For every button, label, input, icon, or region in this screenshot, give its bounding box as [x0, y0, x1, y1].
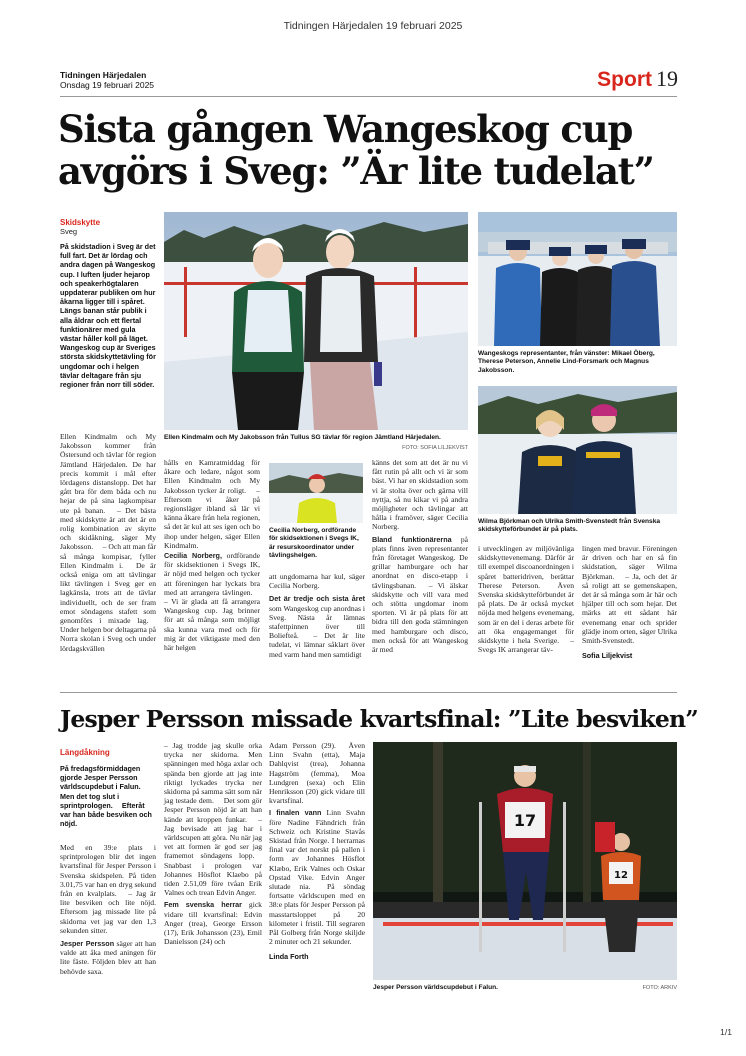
- article-divider: [60, 692, 677, 693]
- article1-kicker: Skidskytte: [60, 218, 101, 227]
- article2-col3-lead: I finalen vann: [269, 808, 322, 818]
- article2-col1-text: Med en 39:e plats i sprintprologen blir det ingen kvartsfinal för Jesper Persson i Svenska skidspelen. På tiden 3.01,75 var han en dryg sekund från en kvalplats. – Jag är lite besviken och lite nöjd. Eftersom jag missade lite på skidorna vet jag var den 1,3 sekunden sitter.: [60, 843, 156, 935]
- bib-number-back: 12: [614, 870, 628, 881]
- article2-ingress: På fredagsförmiddagen gjorde Jesper Persson världscupdebut i Falun. Men det tog slut i sprintprologen. Efteråt var han både besviken och nöjd.: [60, 764, 152, 829]
- article1-col3: [269, 572, 365, 659]
- sprint-photo-caption: Jesper Persson världscupdebut i Falun.: [373, 984, 498, 991]
- article1-intro: [60, 218, 156, 389]
- article1-col2-text: hålls en Kamratmiddag för åkare och ledare, något som Ellen Kindmalm och My Jakobsson tycker är roligt. – Eftersom vi åker på regionsläger ibland så lär vi känna åkare från hela regionen, så det är kul att ses igen och bo ihop under helgen, säger Ellen Kindmalm.: [164, 458, 260, 550]
- article1-col3-lead: Det är tredje och sista året: [269, 594, 365, 604]
- article2-col1-body: säger att han valde att åka med aningen för lite fäste. Följden blev att han behövde saxa.: [60, 939, 156, 976]
- article1-col5: i utvecklingen av miljövänliga skidskyttevenemang. Därför är till exempel discoanordningen i spåret batteridriven, berättar Therese Peterson. Även Svenska skidskytteförbundet är på plats. De är också mycket nöjda med helgens evenemang, som är en del i deras arbete för att öka engagemanget för skidskytte i hela Sverige. – Svegs IK arrangerar täv-: [478, 544, 574, 655]
- portrait-photo-illustration: [269, 463, 363, 523]
- duo-photo-caption: Wilma Björkman och Ulrika Smith-Svenstedt från Svenska skidskytteförbundet är på plats.: [478, 518, 661, 534]
- article1-col1: Ellen Kindmalm och My Jakobsson kommer från Östersund och tävlar för region Jämtland Härjedalen. De har precis kommit i mål efter lördagens distanslopp. Det har gått bra för dem båda och nu hejar de på sina lagkompisar ute på banan. – Det bästa med skidskytte är att det är en rolig kombination av skytte och skidåkning, säger My Jakobsson. – Och att man får så många kompisar, fyller Ellen Kindmalm i. De är också eniga om att tävlingar likt tävlingen i Sveg ger en lagkänsla, trots att de tävlar individuellt, och de ser fram emot söndagens stafett som genomförs i mixade lag. Under helgen bor deltagarna på Norra skolan i Sveg och under lördagskvällen: [60, 432, 156, 653]
- paper-name: Tidningen Härjedalen: [60, 70, 147, 80]
- article1-col4-text: känns det som att det är nu vi fått rutin på allt och vi är som bäst. Vi har en skidstadion som vi är stolta över och gärna vill nyttja, så nu kikar vi på andra möjligheter och tävlingar att hålla i framöver, säger Cecilia Norberg.: [372, 458, 468, 532]
- article2-col2-lead: Fem svenska herrar: [164, 900, 242, 910]
- article1-byline: Sofia Liljekvist: [582, 651, 633, 661]
- article1-col4: [372, 458, 468, 654]
- article1-col2-lead: Cecilia Norberg,: [164, 551, 222, 561]
- sprint-photo-illustration: [373, 742, 677, 980]
- article2-col3-text: Adam Persson (29). Även Linn Svahn (etta), Maja Dahlqvist (trea), Johanna Hagström (femma), Moa Lundgren (sexa) och Elin Henriksson (20) gick vidare till kvartsfinal.: [269, 741, 365, 806]
- sprint-photo-credit: FOTO: ARKIV: [642, 985, 677, 991]
- article2-headline: Jesper Persson missade kvartsfinal: ”Lite besviken”: [60, 705, 699, 733]
- main-photo: [164, 212, 468, 430]
- page-number: 19: [656, 66, 678, 91]
- article1-col6-text: lingen med bravur. Föreningen är driven och har en så fin skidstation, säger Wilma Björkman. – Ja, och det är så roligt att se gemenskapen, det är så många som är här och hjälper till och som hejar. Det märks att ett sådant här evenemang enar och sprider glädje inom orten, säger Ulrika Smith-Svenstedt.: [582, 544, 677, 646]
- section-label: [597, 66, 678, 92]
- article2-col3: [269, 741, 365, 962]
- group-photo-illustration: [478, 212, 677, 346]
- article2-byline: Linda Forth: [269, 952, 309, 962]
- duo-photo: [478, 386, 677, 514]
- print-header: Tidningen Härjedalen 19 februari 2025: [283, 20, 463, 32]
- portrait-caption: Cecilia Norberg, ordförande för skidsektionen i Svegs IK, är resurskoordinator under tävlingshelgen.: [269, 527, 359, 560]
- main-photo-caption: Ellen Kindmalm och My Jakobsson från Tullus SG tävlar för region Jämtland Härjedalen.: [164, 434, 441, 441]
- article2-col1: [60, 843, 156, 976]
- group-photo: [478, 212, 677, 346]
- masthead: [60, 70, 154, 90]
- article1-place: Sveg: [60, 227, 78, 236]
- issue-date: Onsdag 19 februari 2025: [60, 80, 155, 90]
- article1-col2-body: ordförande för skidsektionen i Svegs IK, är nöjd med helgen och tycker att föreningen har lyckats bra med att arrangera tävlingen. – Vi är glada att få arrangera Wangeskog cup. Jag brinner för att så många som möjligt ska kunna vara med och för mig är det viktigaste med den här helgen: [164, 551, 260, 653]
- section-name: Sport: [597, 68, 652, 91]
- article2-kicker: Längdåkning: [60, 748, 110, 757]
- page-count: 1/1: [720, 1027, 732, 1037]
- article2-col3-body: Linn Svahn före Nadine Fähndrich från Schweiz och Kristine Stavås Skistad från Norge. I herrarnas final var det norskt på pallen i form av Johannes Hösflot Klæbo, Erik Valnes och Oskar Opstad Vike. Edvin Anger slutade nia. På söndag fortsatte världscupen med en 38:e plats för Jesper Persson på masstartsloppet på 20 kilometer i fristil. Till segraren Pål Golberg från Norge skiljde 2 minuter och 21 sekunder.: [269, 808, 365, 947]
- group-photo-caption: Wangeskogs representanter, från vänster: Mikael Öberg, Therese Peterson, Annelie Lind-Forsmark och Magnus Jakobsson.: [478, 350, 655, 374]
- article1-headline: Sista gången Wangeskog cup avgörs i Sveg: ”Är lite tudelat”: [58, 107, 654, 193]
- article1-ingress: På skidstadion i Sveg är det full fart. Det är lördag och andra dagen på Wangeskog cup. I luften ljuder hejarop och speakerhögtalaren uppdaterar publiken om hur åkarna ligger till i spåret. Längs banan står publik i alla åldrar och ett flertal funktionärer med gula västar håller koll på läget. Wangeskog cup är Sveriges största skidskyttetävling för ungdomar och i helgen tävlar deltagare från sju regioner från norr till söder.: [60, 242, 156, 390]
- article2-col2-body: gick vidare till kvartsfinal: Edvin Anger (trea), George Ersson (17), Erik Johansson (23), Emil Danielsson (24) och: [164, 900, 262, 947]
- article2-col1-lead: Jesper Persson: [60, 939, 115, 949]
- article2-col2-text: – Jag trodde jag skulle orka trycka ner skidorna. Men spänningen med höga axlar och spända ben gjorde att jag inte riktigt lyckades trycka ner skidorna på samma sätt som när jag testade dem. Det som gör Jesper Persson nöjd är att han kände att kroppen funkar. – Jag bevisade att jag har i världscupen att göra. Nu när jag vet att formen är god ser jag framemot söndagens lopp. Snabbast i prologen var Johannes Hösflot Klaebo på tiden 2.51,09 före tvåan Erik Valnes och trean Edvin Anger.: [164, 741, 262, 898]
- article1-col2: [164, 458, 260, 652]
- article2-col2: [164, 741, 262, 946]
- article1-col3-text: att ungdomarna har kul, säger Cecilia Norberg.: [269, 572, 365, 591]
- main-photo-credit: FOTO: SOFIA LILJEKVIST: [402, 445, 468, 451]
- article1-col3-body: som Wangeskog cup anordnas i Sveg. Nästa år lämnas stafettpinnen över till Boliefteå. – Det är lite tudelat, vi lämnar såklart över med varm hand men samtidigt: [269, 603, 365, 659]
- top-rule: [60, 96, 677, 97]
- sprint-photo: [373, 742, 677, 980]
- article2-intro: [60, 748, 156, 828]
- article1-col6: [582, 544, 677, 660]
- bib-number-front: 17: [513, 811, 537, 830]
- portrait-photo: [269, 463, 363, 523]
- article1-col4-lead: Bland funktionärerna: [372, 534, 452, 544]
- duo-photo-illustration: [478, 386, 677, 514]
- skiers-photo-illustration: [164, 212, 468, 430]
- article1-col4-body: på plats finns även representanter från företaget Wangeskog. De grillar hamburgare och har anordnat en disco-etapp i tävlingsbanan. – Vi älskar skidskytte och vill vara med och stötta ungdomar inom sporten. Vi är på plats för att bidra till den goda stämningen med hamburgare och disco, men också för att Wangeskog är med: [372, 534, 468, 655]
